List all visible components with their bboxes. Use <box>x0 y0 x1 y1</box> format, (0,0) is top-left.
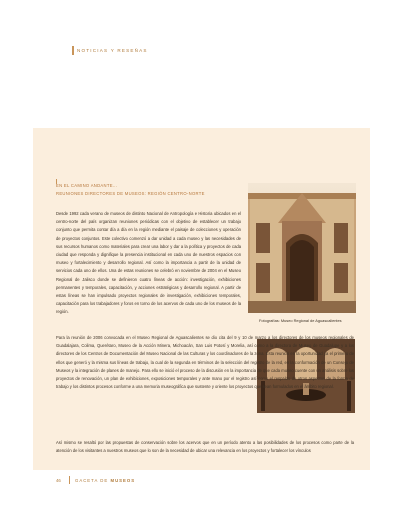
article-paragraph-3: Así mismo se resaltó por las propuestas de conservación sobre los acervos que en un período atento a las posibilidades de los procesos como parte de la atención de los visitantes a nuestros museos que lo son de la necesidad de ubicar una relevancia en los proyectos y fortalecer los vínculos <box>56 440 354 454</box>
publication-title-prefix: GACETA DE <box>75 478 109 483</box>
article-paragraph-1: Desde 1992 cada verano de museos de distinto Nacional de Antropología e Historia ubicados en el centro-norte del país organizan reuniones periódicas con el objetivo de establecer un trabajo conjunto que permita contar día a día en la región mediante el paisaje de colecciones y operación de proyectos conjuntos. Este colectivo comenzó a dar unidad a cada museo y las necesidades de sus recursos humanos como materiales para crear una labor y dar a la política y proyectos de cada ciudad que responda y dignifique la presencia institucional en cada uno de nuestros espacios con museo y fortalecimiento y desarrollo regional. Así como la importancia a partir de la unidad de servicios cada uno de ellos. Una de estas reuniones se celebró en noviembre de 2004 en el Museo Regional de Jalisco donde se definieron cuatro líneas de acción: investigación, exhibiciones permanentes y temporales, capacitación, y acciones estratégicas y desarrollo regional. A partir de estas líneas se han impulsado proyectos regionales de investigación, exhibiciones temporales, capacitación para los trabajadores y foros en torno de los acervos de cada uno de los museos de la región. <box>56 211 241 315</box>
section-marker <box>72 46 74 55</box>
article-paragraph-2: Para la reunión de 2006 convocada en el Museo Regional de Aguascalientes se dio cita del 9 y 10 de marzo a los directores de los museos regionales de Guadalajara, Colima, Querétaro, Museo de la Acción Minera, Michoacán, San Luis Potosí y Morelia, así como a la directora de Museo de Guadalupe y a los directores de los Centros de Documentación del Museo Nacional de las Culturas y los coordinadores de la zona. Esta reunión en la oportunidad ya el primero de ellos que generó y la misma sus líneas de trabajo, la cual de la segunda en términos de la selección del registro de la red, en la conformación de un Consejo de Museos y la integración de planes de manejo. Para ello se inició el proceso de la discusión en la importancia de que cada museo cuente con un análisis sobre los proyectos de renovación, un plan de exhibiciones, exposiciones temporales y ante mano por el registro así como el respaldo de otros aspectos de la forma de trabajo y los distintos procesos conforme a una memoria museográfica que sustente y oriente los proyectos que sean formulados en el ámbito regional. <box>56 335 354 390</box>
photo-caption: Fotografías: Museo Regional de Aguascalientes <box>259 318 342 323</box>
article-subtitle: REUNIONES DIRECTORES DE MUSEOS: REGIÓN CENTRO-NORTE <box>56 191 205 196</box>
article-kicker: EN EL CAMINO ANDANTE... <box>56 183 118 188</box>
footer-divider <box>69 476 70 484</box>
publication-title-bold: MUSEOS <box>110 478 136 483</box>
page-number: 46 <box>56 478 61 483</box>
section-label: NOTICIAS Y RESEÑAS <box>77 48 148 53</box>
publication-title <box>75 478 135 483</box>
